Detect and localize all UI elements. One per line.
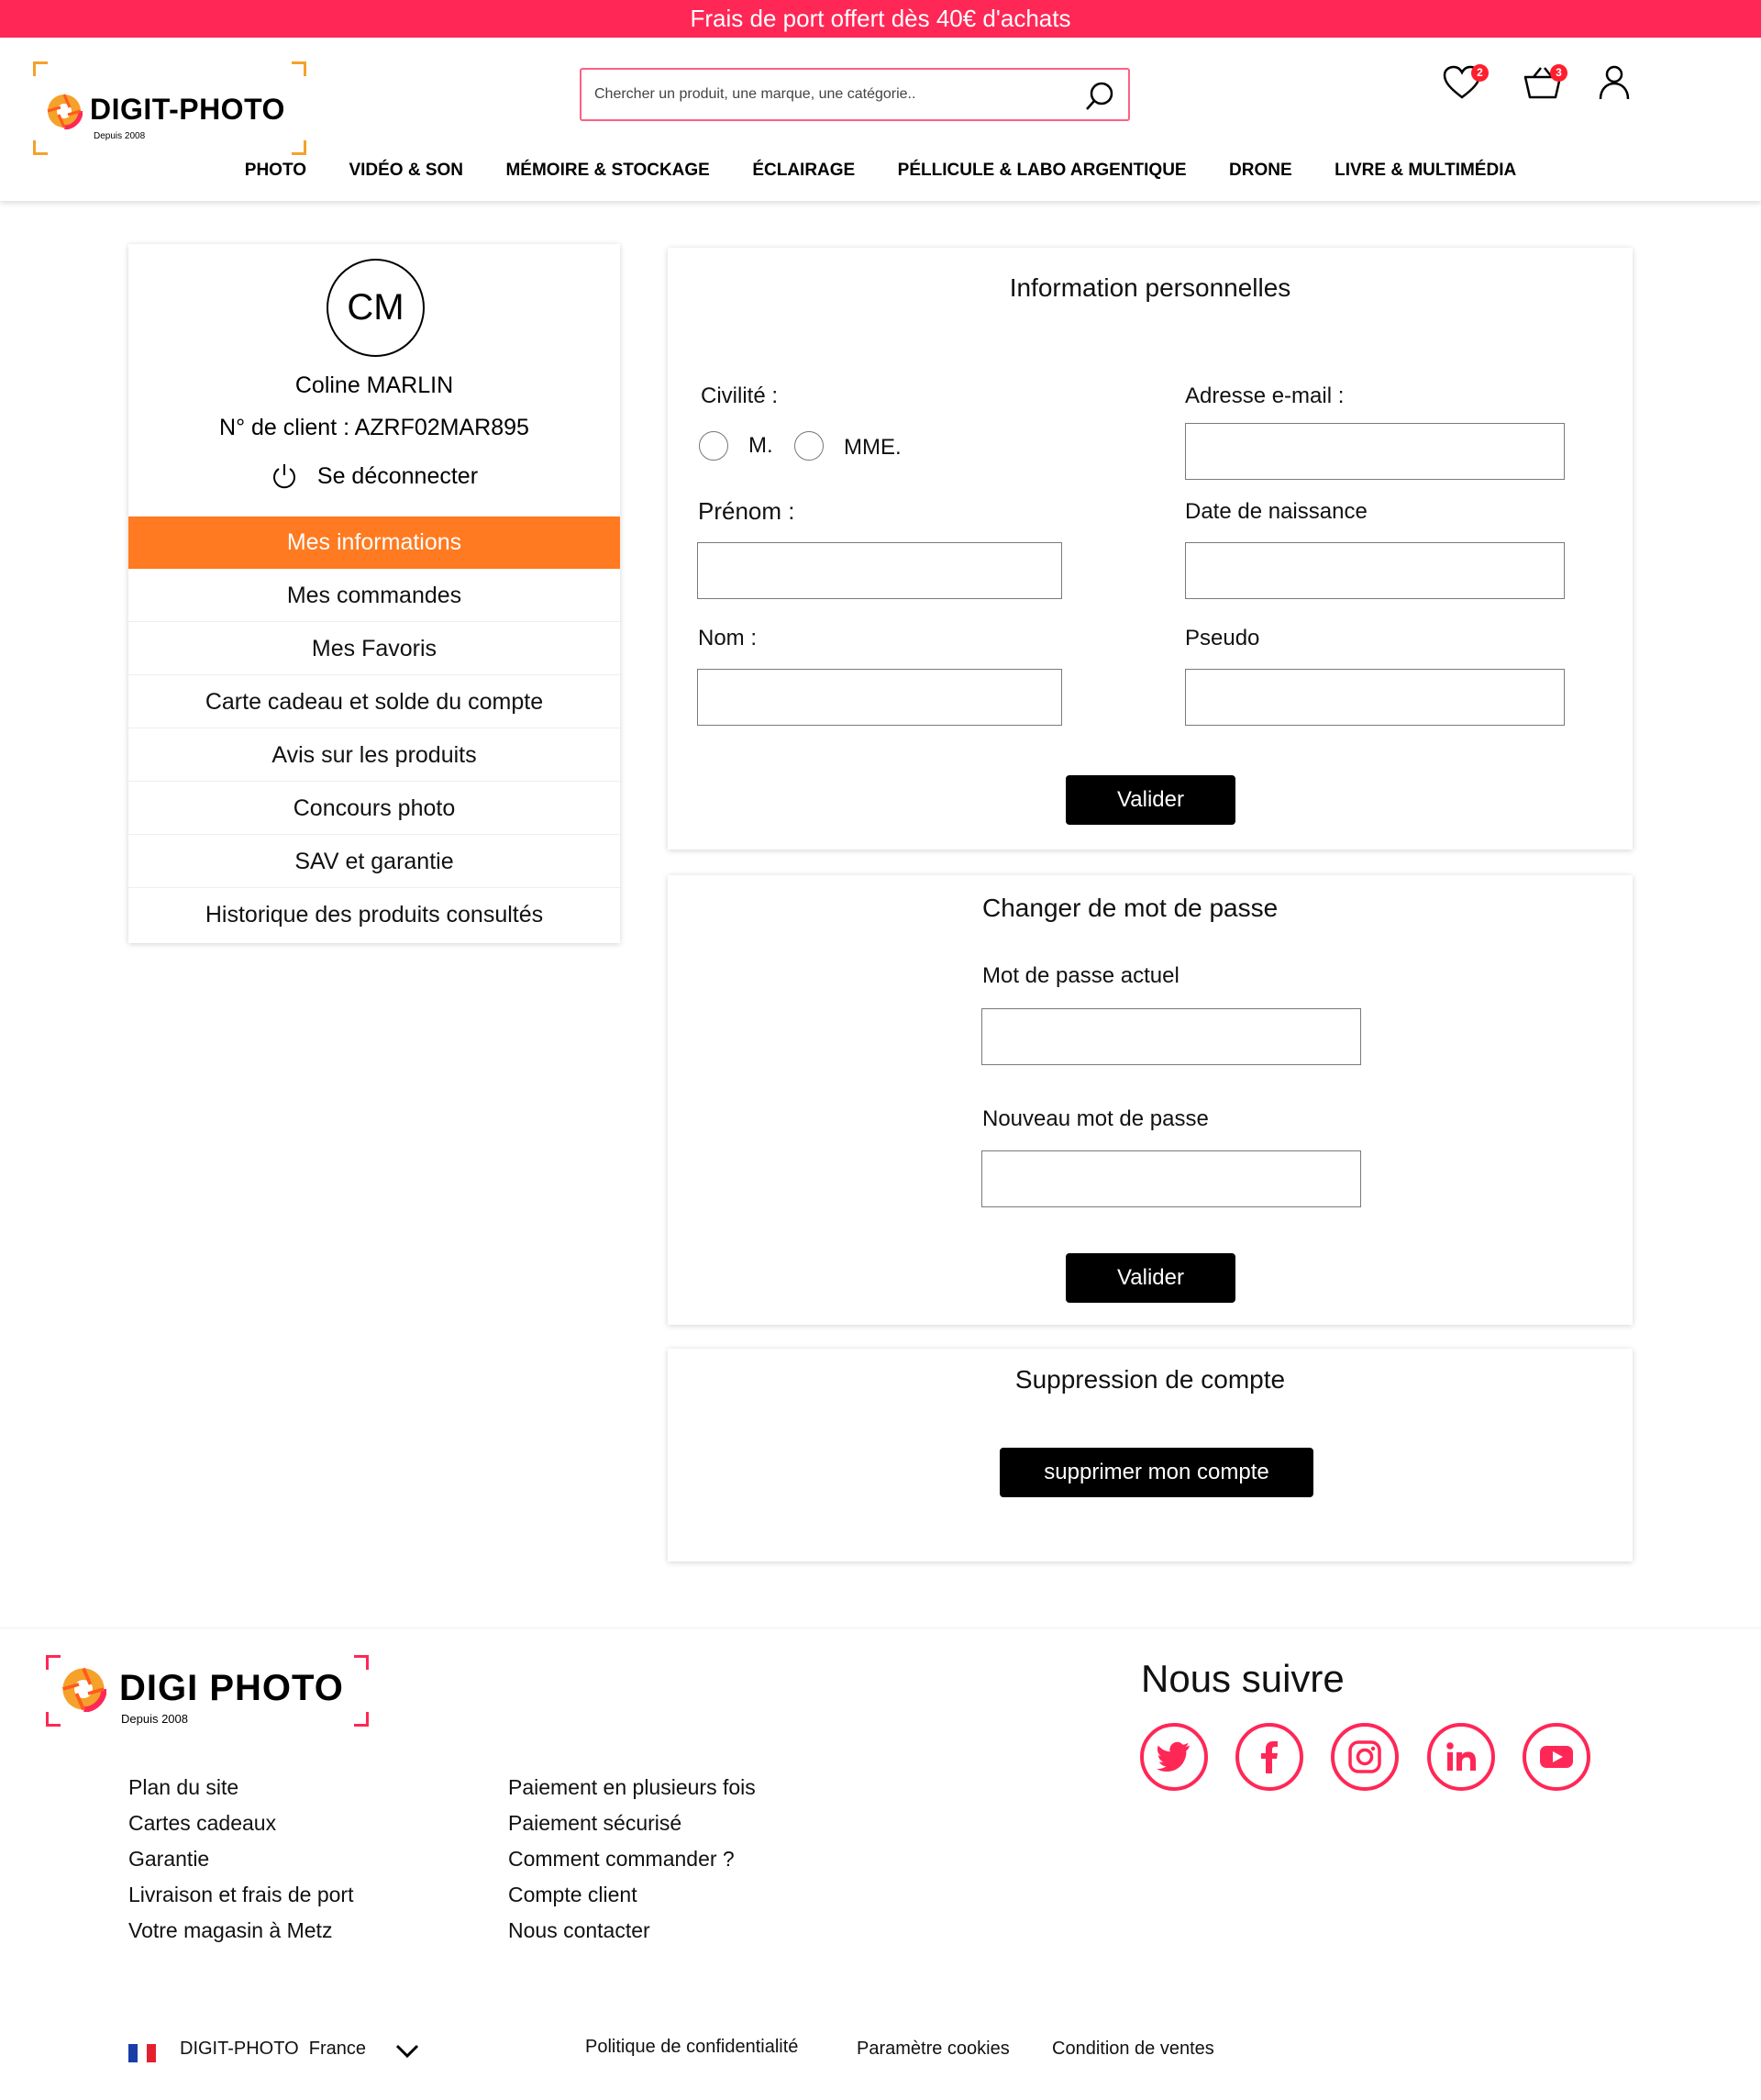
nav-pellicule-labo[interactable]: PÉLLICULE & LABO ARGENTIQUE [897,161,1187,180]
site-logo[interactable] [33,61,306,155]
youtube-link[interactable] [1523,1723,1590,1791]
twitter-icon [1156,1739,1192,1775]
footer-logo-tagline: Depuis 2008 [121,1712,188,1726]
privacy-policy-link[interactable]: Politique de confidentialité [585,2037,799,2057]
pseudo-label: Pseudo [1185,626,1260,650]
footer-logo-name: DIGI PHOTO [119,1668,344,1708]
new-password-label: Nouveau mot de passe [982,1106,1209,1131]
footer-link-comment-commander[interactable]: Comment commander ? [508,1847,735,1871]
twitter-link[interactable] [1140,1723,1208,1791]
birthdate-label: Date de naissance [1185,499,1368,524]
new-password-field[interactable] [981,1150,1361,1207]
favorites-button[interactable] [1442,64,1482,106]
promo-banner: Frais de port offert dès 40€ d'achats [0,0,1761,38]
terms-of-sale-link[interactable]: Condition de ventes [1052,2039,1214,2059]
logo-name: DIGIT-PHOTO [90,93,285,126]
nav-photo[interactable]: PHOTO [244,161,306,180]
footer-link-plan-du-site[interactable]: Plan du site [128,1775,239,1799]
aperture-logo-icon [61,1666,106,1712]
youtube-icon [1538,1739,1575,1775]
main-navigation [0,157,1761,184]
nav-video-son[interactable]: VIDÉO & SON [349,161,464,180]
radio-mme-label: MME. [844,435,902,460]
follow-us-title: Nous suivre [1141,1657,1345,1700]
footer-link-paiement-securise[interactable]: Paiement sécurisé [508,1811,682,1835]
account-menu [128,517,620,941]
menu-mes-favoris[interactable]: Mes Favoris [128,622,620,675]
account-button[interactable] [1598,64,1631,106]
search-bar [580,68,1130,121]
store-selector[interactable] [180,2039,366,2060]
civilite-label: Civilité : [701,383,779,408]
france-flag-icon [128,2044,156,2062]
menu-avis-produits[interactable]: Avis sur les produits [128,728,620,782]
cookie-settings-link[interactable]: Paramètre cookies [857,2039,1010,2059]
instagram-link[interactable] [1331,1723,1399,1791]
menu-carte-cadeau[interactable]: Carte cadeau et solde du compte [128,675,620,728]
personal-info-title: Information personnelles [1009,273,1291,302]
nom-field[interactable] [697,669,1062,726]
power-icon [271,462,298,490]
email-field[interactable] [1185,423,1565,480]
footer-links-col1 [128,1770,353,1949]
site-header [0,38,1761,201]
menu-mes-informations[interactable]: Mes informations [128,517,620,569]
store-name: DIGIT-PHOTO [180,2039,299,2059]
radio-m[interactable] [699,431,728,461]
search-icon[interactable] [1084,81,1115,112]
linkedin-icon [1443,1739,1479,1775]
footer-link-magasin-metz[interactable]: Votre magasin à Metz [128,1918,333,1942]
aperture-logo-icon [46,93,83,129]
delete-title: Suppression de compte [1014,1365,1286,1394]
footer-link-livraison[interactable]: Livraison et frais de port [128,1883,354,1906]
footer-link-nous-contacter[interactable]: Nous contacter [508,1918,650,1942]
facebook-link[interactable] [1235,1723,1303,1791]
cart-button[interactable] [1523,64,1563,106]
password-title: Changer de mot de passe [982,894,1279,922]
customer-name: Coline MARLIN [294,372,454,398]
delete-account-button[interactable]: supprimer mon compte [1000,1448,1313,1497]
nav-livre-multimedia[interactable]: LIVRE & MULTIMÉDIA [1335,161,1517,180]
chevron-down-icon[interactable] [394,2042,420,2061]
country-name: France [308,2039,367,2059]
menu-concours-photo[interactable]: Concours photo [128,782,620,835]
radio-m-label: M. [748,433,773,458]
logout-button[interactable] [128,462,620,494]
footer-link-garantie[interactable]: Garantie [128,1847,210,1871]
footer-links-col2 [508,1770,756,1949]
menu-historique[interactable]: Historique des produits consultés [205,902,544,928]
nav-memoire-stockage[interactable]: MÉMOIRE & STOCKAGE [505,161,710,180]
linkedin-link[interactable] [1427,1723,1495,1791]
menu-mes-commandes[interactable]: Mes commandes [128,569,620,622]
cart-count-badge: 3 [1550,64,1567,82]
facebook-icon [1251,1739,1288,1775]
current-password-field[interactable] [981,1008,1361,1065]
email-label: Adresse e-mail : [1185,383,1345,408]
personal-info-form [668,248,1633,850]
favorites-count-badge: 2 [1471,64,1489,82]
footer-link-cartes-cadeaux[interactable]: Cartes cadeaux [128,1811,277,1835]
user-icon [1598,64,1631,101]
search-input[interactable] [594,81,1071,108]
current-password-label: Mot de passe actuel [982,963,1180,988]
delete-account-section [668,1349,1633,1561]
account-sidebar [128,244,620,943]
footer-link-compte-client[interactable]: Compte client [508,1883,637,1906]
prenom-field[interactable] [697,542,1062,599]
radio-mme[interactable] [794,431,824,461]
pseudo-field[interactable] [1185,669,1565,726]
logout-label: Se déconnecter [316,462,479,489]
menu-sav-garantie[interactable]: SAV et garantie [128,835,620,888]
change-password-form [668,875,1633,1325]
birthdate-field[interactable] [1185,542,1565,599]
client-number: N° de client : AZRF02MAR895 [219,415,529,440]
prenom-label: Prénom : [698,497,795,525]
logo-tagline: Depuis 2008 [94,131,146,141]
nav-drone[interactable]: DRONE [1229,161,1292,180]
nom-label: Nom : [698,626,758,650]
save-password-button[interactable]: Valider [1066,1253,1235,1303]
avatar: CM [327,259,425,357]
nav-eclairage[interactable]: ÉCLAIRAGE [752,161,856,180]
save-info-button[interactable]: Valider [1066,775,1235,825]
instagram-icon [1346,1739,1383,1775]
footer-logo[interactable] [46,1655,369,1727]
footer-link-paiement-plusieurs-fois[interactable]: Paiement en plusieurs fois [508,1775,756,1799]
